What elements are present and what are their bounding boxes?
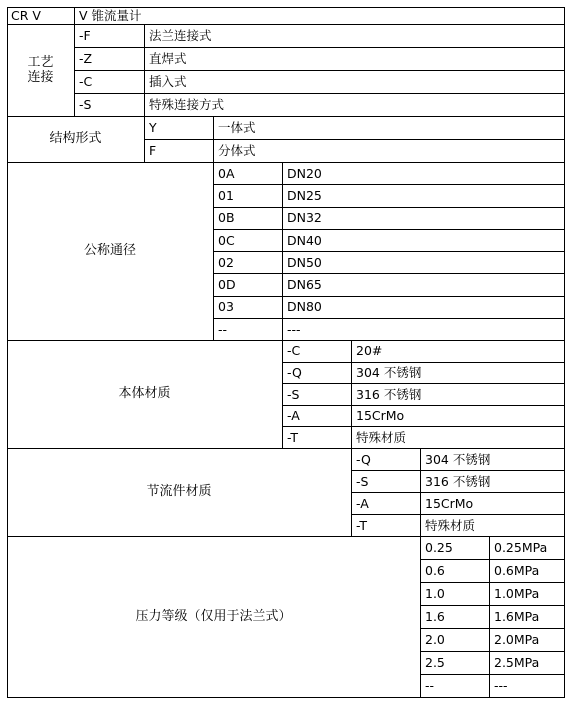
pressure-code-4: 2.0 <box>421 629 490 652</box>
nominal-code-2: 0B <box>214 208 283 230</box>
nominal-desc-4: DN50 <box>283 252 565 274</box>
nominal-code-3: 0C <box>214 230 283 252</box>
pressure-code-3: 1.6 <box>421 606 490 629</box>
body-desc-2: 316 不锈钢 <box>352 384 565 406</box>
throttle-desc-1: 316 不锈钢 <box>421 471 565 493</box>
nominal-desc-3: DN40 <box>283 230 565 252</box>
nominal-code-7: -- <box>214 319 283 341</box>
nominal-desc-6: DN80 <box>283 297 565 319</box>
throttle-desc-0: 304 不锈钢 <box>421 449 565 471</box>
process-desc-0: 法兰连接式 <box>145 25 565 48</box>
pressure-code-0: 0.25 <box>421 537 490 560</box>
structure-code-0: Y <box>145 117 214 140</box>
pressure-desc-3: 1.6MPa <box>490 606 565 629</box>
throttle-desc-2: 15CrMo <box>421 493 565 515</box>
process-desc-2: 插入式 <box>145 71 565 94</box>
header-name: V 锥流量计 <box>75 7 565 25</box>
pressure-code-2: 1.0 <box>421 583 490 606</box>
body-code-1: -Q <box>283 363 352 385</box>
process-desc-3: 特殊连接方式 <box>145 94 565 117</box>
process-code-1: -Z <box>75 48 145 71</box>
structure-label: 结构形式 <box>7 117 145 163</box>
nominal-desc-7: --- <box>283 319 565 341</box>
pressure-code-1: 0.6 <box>421 560 490 583</box>
pressure-label: 压力等级（仅用于法兰式） <box>7 537 421 698</box>
throttle-desc-3: 特殊材质 <box>421 515 565 537</box>
body-code-0: -C <box>283 341 352 363</box>
body-desc-4: 特殊材质 <box>352 427 565 449</box>
pressure-desc-4: 2.0MPa <box>490 629 565 652</box>
nominal-desc-1: DN25 <box>283 185 565 207</box>
pressure-desc-0: 0.25MPa <box>490 537 565 560</box>
nominal-desc-5: DN65 <box>283 274 565 296</box>
nominal-code-4: 02 <box>214 252 283 274</box>
throttle-code-1: -S <box>352 471 421 493</box>
process-desc-1: 直焊式 <box>145 48 565 71</box>
nominal-code-5: 0D <box>214 274 283 296</box>
throttle-material-label: 节流件材质 <box>7 449 352 537</box>
nominal-label: 公称通径 <box>7 163 214 341</box>
process-code-2: -C <box>75 71 145 94</box>
nominal-desc-0: DN20 <box>283 163 565 185</box>
nominal-code-6: 03 <box>214 297 283 319</box>
pressure-code-5: 2.5 <box>421 652 490 675</box>
nominal-code-0: 0A <box>214 163 283 185</box>
header-code: CR V <box>7 7 75 25</box>
pressure-desc-5: 2.5MPa <box>490 652 565 675</box>
body-code-3: -A <box>283 406 352 428</box>
structure-desc-1: 分体式 <box>214 140 565 163</box>
pressure-desc-1: 0.6MPa <box>490 560 565 583</box>
body-material-label: 本体材质 <box>7 341 283 449</box>
pressure-desc-6: --- <box>490 675 565 698</box>
process-code-3: -S <box>75 94 145 117</box>
throttle-code-0: -Q <box>352 449 421 471</box>
body-desc-1: 304 不锈钢 <box>352 363 565 385</box>
structure-desc-0: 一体式 <box>214 117 565 140</box>
body-desc-3: 15CrMo <box>352 406 565 428</box>
process-label: 工艺 连接 <box>7 25 75 117</box>
process-code-0: -F <box>75 25 145 48</box>
structure-code-1: F <box>145 140 214 163</box>
pressure-desc-2: 1.0MPa <box>490 583 565 606</box>
nominal-code-1: 01 <box>214 185 283 207</box>
throttle-code-3: -T <box>352 515 421 537</box>
body-code-2: -S <box>283 384 352 406</box>
nominal-desc-2: DN32 <box>283 208 565 230</box>
body-code-4: -T <box>283 427 352 449</box>
body-desc-0: 20# <box>352 341 565 363</box>
throttle-code-2: -A <box>352 493 421 515</box>
pressure-code-6: -- <box>421 675 490 698</box>
